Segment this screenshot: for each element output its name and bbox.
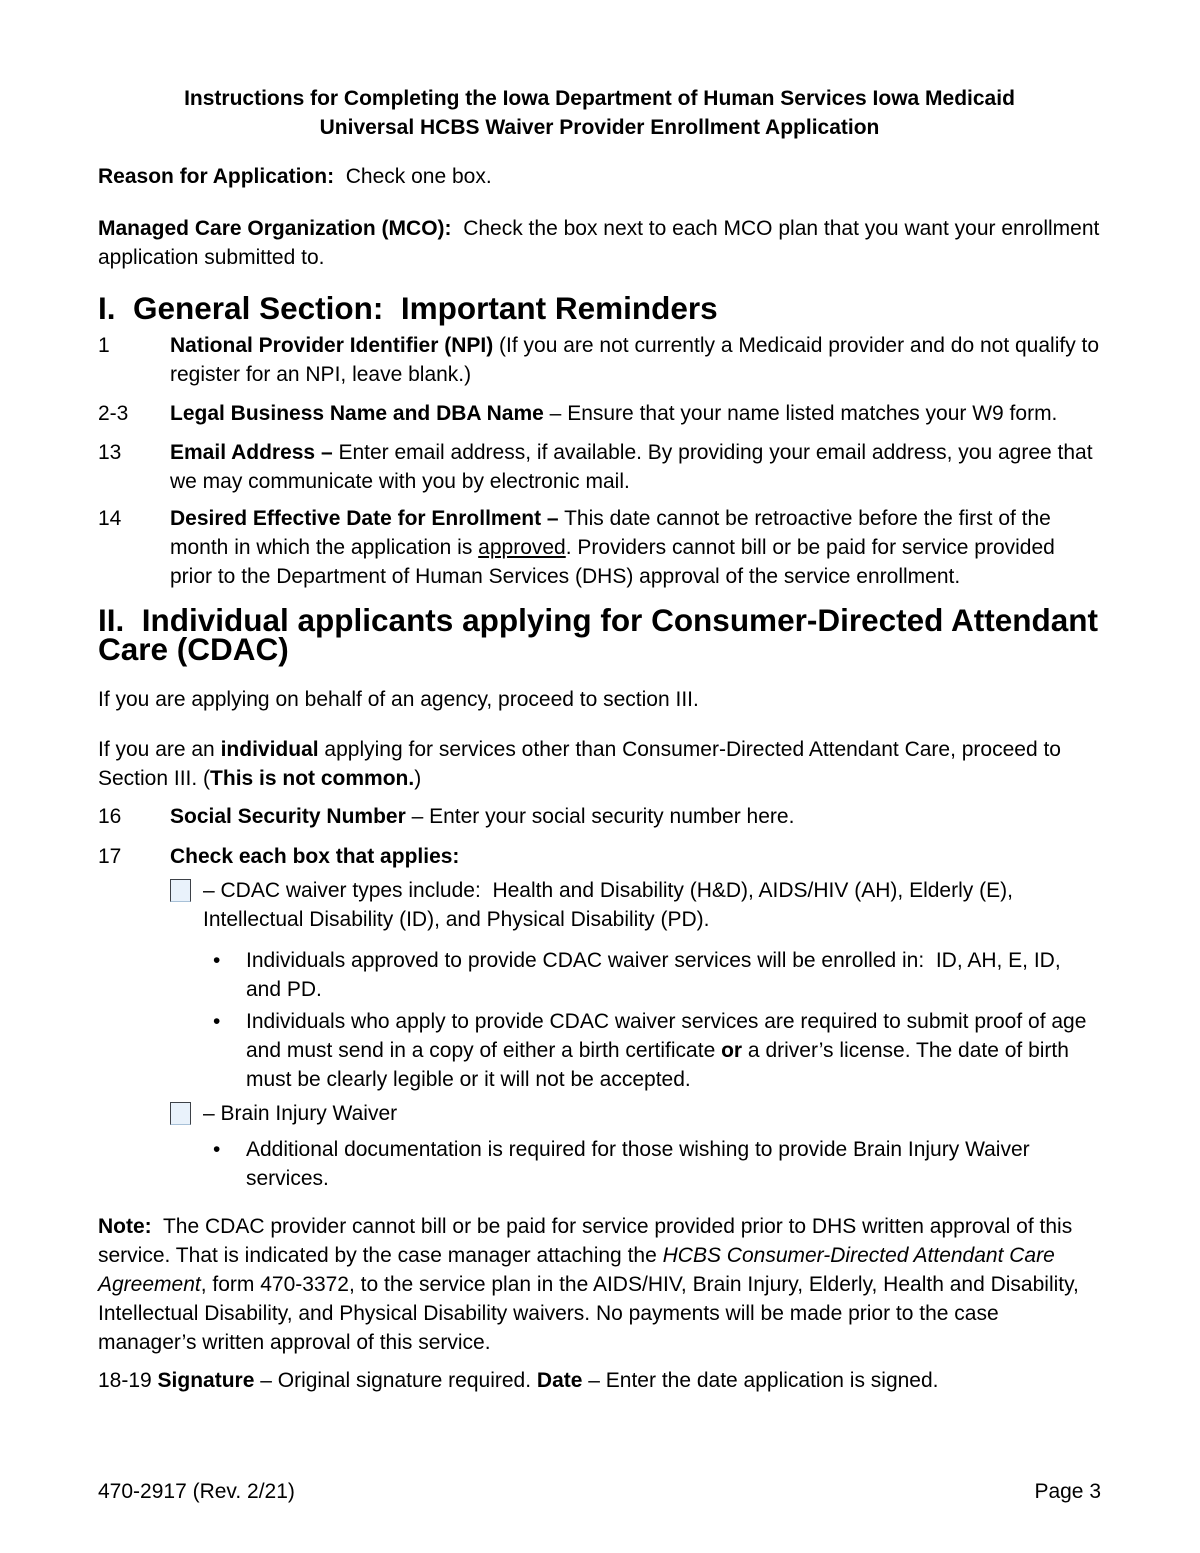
mco-text: Check the box next to each MCO plan that you want your enrollment application submitted to. — [98, 217, 1106, 269]
bullet-text — [246, 1007, 1101, 1094]
item-number: 13 — [98, 441, 122, 464]
page-title — [98, 84, 1101, 142]
bold-phrase: This is not common. — [210, 767, 415, 790]
item-number: 16 — [98, 805, 122, 828]
item-label: Desired Effective Date for Enrollment – — [170, 507, 559, 530]
paragraph-text: applying for services other than Consumer-Directed Attendant Care, proceed to Section III. ( — [98, 738, 1067, 790]
item-label: National Provider Identifier (NPI) — [170, 334, 494, 357]
item-number: 2-3 — [98, 402, 129, 425]
title-line1: Instructions for Completing the Iowa Department of Human Services Iowa Medicaid — [184, 87, 1015, 110]
mco-label: Managed Care Organization (MCO): — [98, 217, 452, 240]
reason-label: Reason for Application: — [98, 165, 335, 188]
item-number: 14 — [98, 507, 122, 530]
item-email-address — [98, 438, 1101, 496]
item-label: Legal Business Name and DBA Name — [170, 402, 544, 425]
signature-paragraph — [98, 1366, 1101, 1395]
section2-heading: II. Individual applicants applying for Consumer-Directed Attendant Care (CDAC) — [98, 602, 1107, 667]
signature-label: Signature — [157, 1369, 255, 1392]
item-body: (If you are not currently a Medicaid provider and do not qualify to register for an NPI, leave blank.) — [170, 334, 1105, 386]
bullet-text-run: Individuals who apply to provide CDAC waiver services are required to submit proof of age and must send in a copy of either a birth certificate — [246, 1010, 1093, 1062]
item-text — [170, 802, 1101, 831]
item-number: 1 — [98, 334, 110, 357]
item-body: This date cannot be retroactive before the first of the month in which the application is — [170, 507, 1057, 559]
note-paragraph — [98, 1212, 1101, 1357]
bullet-text-run: a driver’s license. The date of birth must be clearly legible or it will not be accepted. — [246, 1039, 1075, 1091]
item-text — [170, 399, 1101, 428]
item-ssn — [98, 802, 1101, 831]
paragraph-text: ) — [414, 767, 422, 790]
item-number: 17 — [98, 845, 122, 868]
mco-paragraph — [98, 214, 1106, 272]
item-body: – Ensure that your name listed matches your W9 form. — [543, 402, 1058, 425]
bullet-text: Additional documentation is required for those wishing to provide Brain Injury Waiver services. — [246, 1138, 1036, 1190]
italic-form-name: HCBS Consumer-Directed Attendant Care Agreement — [98, 1244, 1060, 1296]
bullet-item-proof-of-age — [213, 1007, 1101, 1094]
form-number: 470-2917 (Rev. 2/21) — [98, 1480, 295, 1503]
paragraph-text: If you are an — [98, 738, 221, 761]
title-line2: Universal HCBS Waiver Provider Enrollment Application — [319, 116, 880, 139]
bullet-item-additional-documentation — [213, 1135, 1101, 1193]
brain-injury-waiver-checkbox[interactable] — [170, 1102, 191, 1125]
item-text — [170, 504, 1101, 591]
item-body: Enter email address, if available. By providing your email address, you agree that we may communicate with you by electronic mail. — [170, 441, 1099, 493]
reason-text: Check one box. — [334, 165, 492, 188]
reason-for-application-paragraph — [98, 162, 1101, 191]
agency-paragraph: If you are applying on behalf of an agency, proceed to section III. — [98, 688, 699, 711]
item-label: Social Security Number — [170, 805, 406, 828]
bold-word: or — [721, 1039, 743, 1062]
item-number: 18-19 — [98, 1369, 158, 1392]
bold-word: individual — [220, 738, 319, 761]
checkbox-label: – CDAC waiver types include: Health and Disability (H&D), AIDS/HIV (AH), Elderly (E), Intellectual Disability (ID), and Physical Disability (PD). — [203, 879, 1019, 931]
item-text — [170, 842, 1101, 871]
cdac-waiver-checkbox-row — [170, 876, 1101, 934]
date-label: Date — [536, 1369, 583, 1392]
signature-text: – Original signature required. — [254, 1369, 537, 1392]
cdac-waiver-checkbox[interactable] — [170, 879, 191, 902]
note-text: , form 470-3372, to the service plan in the AIDS/HIV, Brain Injury, Elderly, Health and Disability, Intellectual Disability, and Physical Disability waivers. No payments will be made prior to the case manager’s written approval of this service. — [98, 1273, 1085, 1354]
item-legal-business-name — [98, 399, 1101, 428]
page-number: Page 3 — [1034, 1480, 1101, 1503]
bullet-item-enrolled-in — [213, 946, 1101, 1004]
bullet-marker: • — [213, 1138, 221, 1161]
item-body: . Providers cannot bill or be paid for service provided prior to the Department of Human Services (DHS) approval of the service enrollment. — [170, 536, 1061, 588]
date-text: – Enter the date application is signed. — [582, 1369, 939, 1392]
section1-heading: I. General Section: Important Reminders — [98, 290, 718, 326]
item-label: Email Address – — [170, 441, 333, 464]
bullet-text: Individuals approved to provide CDAC waiver services will be enrolled in: ID, AH, E, ID, and PD. — [246, 949, 1067, 1001]
item-body: – Enter your social security number here. — [405, 805, 795, 828]
underlined-word: approved — [478, 536, 566, 559]
bullet-marker: • — [213, 949, 221, 972]
item-check-each-box — [98, 842, 1101, 871]
checkbox-label: – Brain Injury Waiver — [203, 1102, 398, 1125]
item-npi — [98, 331, 1105, 389]
bullet-marker: • — [213, 1010, 221, 1033]
brain-injury-checkbox-row — [170, 1099, 1101, 1128]
item-effective-date — [98, 504, 1101, 591]
item-label: Check each box that applies: — [170, 845, 460, 868]
individual-paragraph — [98, 735, 1101, 793]
note-label: Note: — [98, 1215, 152, 1238]
page-footer — [98, 1477, 1101, 1506]
note-text: The CDAC provider cannot bill or be paid for service provided prior to DHS written approval of this service. That is indicated by the case manager attaching the — [98, 1215, 1079, 1267]
item-text — [170, 331, 1105, 389]
item-text — [170, 438, 1101, 496]
